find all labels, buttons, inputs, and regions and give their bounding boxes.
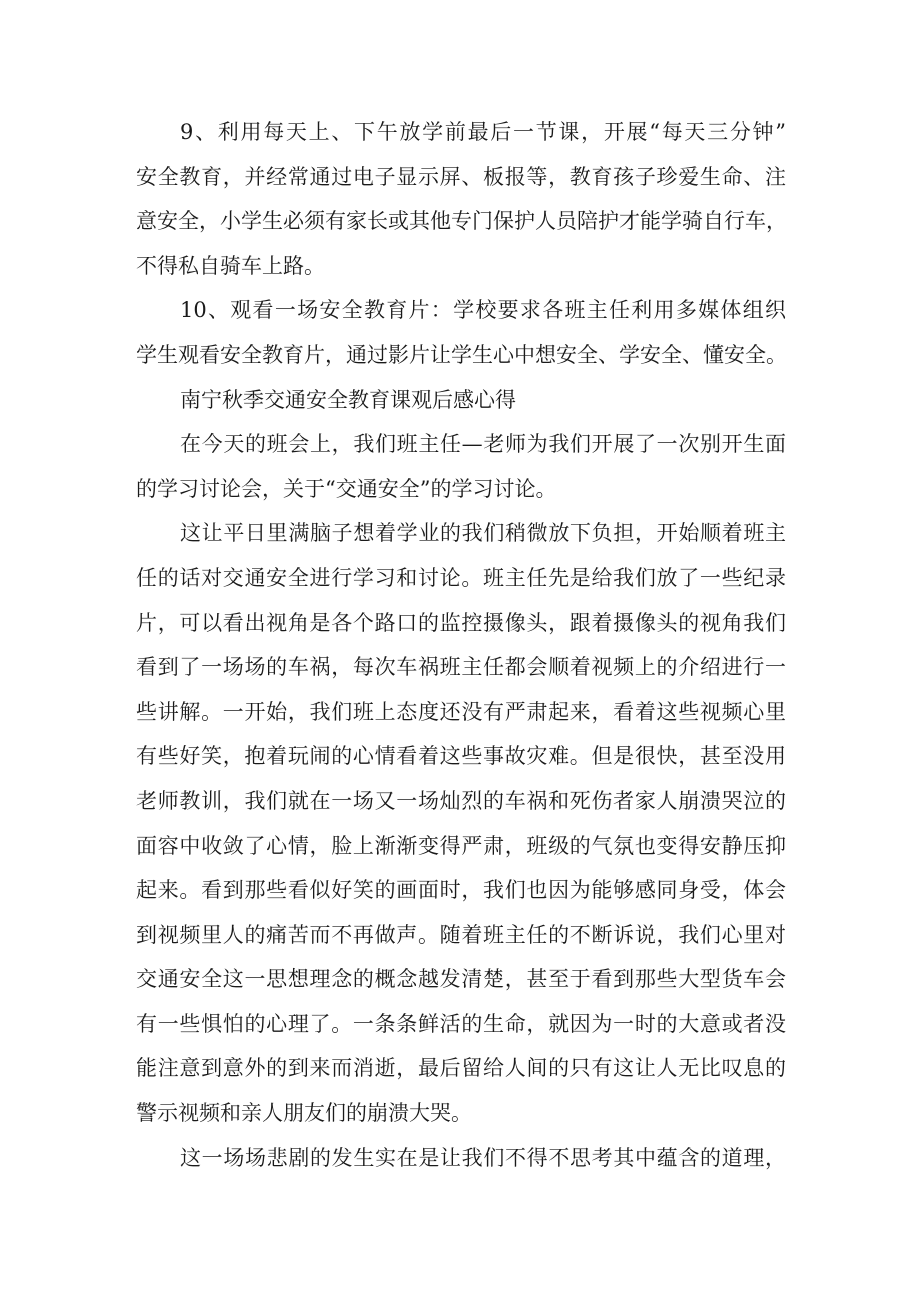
paragraph-line: 老师教训，我们就在一场又一场灿烈的车祸和死伤者家人崩溃哭泣的 — [136, 788, 786, 813]
paragraph-line: 些讲解。一开始，我们班上态度还没有严肃起来，看着这些视频心里 — [136, 699, 786, 724]
paragraph-line: 学生观看安全教育片，通过影片让学生心中想安全、学安全、懂安全。 — [136, 342, 787, 367]
paragraph-line: 起来。看到那些看似好笑的画面时，我们也因为能够感同身受，体会 — [136, 878, 786, 903]
section-title: 南宁秋季交通安全教育课观后感心得 — [180, 387, 516, 412]
section-heading — [136, 378, 786, 423]
paragraph-line: 10、观看一场安全教育片：学校要求各班主任利用多媒体组织 — [180, 298, 786, 323]
paragraph-line: 这一场场悲剧的发生实在是让我们不得不思考其中蕴含的道理， — [180, 1145, 786, 1170]
paragraph-class-meeting-intro — [136, 422, 786, 511]
paragraph-line: 有些好笑，抱着玩闹的心情看着这些事故灾难。但是很快，甚至没用 — [136, 744, 786, 769]
paragraph-line: 有一些惧怕的心理了。一条条鲜活的生命，就因为一时的大意或者没 — [136, 1011, 786, 1036]
paragraph-safety-education-item-9 — [136, 110, 786, 288]
paragraph-line: 能注意到意外的到来而消逝，最后留给人间的只有这让人无比叹息的 — [136, 1056, 786, 1081]
paragraph-line: 看到了一场场的车祸，每次车祸班主任都会顺着视频上的介绍进行一 — [136, 655, 786, 680]
paragraph-tragedy-reflection — [136, 1136, 786, 1181]
paragraph-line: 安全教育，并经常通过电子显示屏、板报等，教育孩子珍爱生命、注 — [136, 164, 786, 189]
paragraph-line: 这让平日里满脑子想着学业的我们稍微放下负担，开始顺着班主 — [180, 521, 786, 546]
paragraph-line: 面容中收敛了心情，脸上渐渐变得严肃，班级的气氛也变得安静压抑 — [136, 833, 786, 858]
paragraph-line: 任的话对交通安全进行学习和讨论。班主任先是给我们放了一些纪录 — [136, 565, 786, 590]
paragraph-line: 片，可以看出视角是各个路口的监控摄像头，跟着摄像头的视角我们 — [136, 610, 786, 635]
paragraph-safety-education-item-10 — [136, 288, 786, 377]
paragraph-line: 不得私自骑车上路。 — [136, 253, 325, 278]
paragraph-line: 警示视频和亲人朋友们的崩溃大哭。 — [136, 1101, 472, 1126]
paragraph-line: 在今天的班会上，我们班主任—老师为我们开展了一次别开生面 — [180, 432, 786, 457]
paragraph-line: 9、利用每天上、下午放学前最后一节课，开展“每天三分钟” — [180, 120, 786, 144]
paragraph-line: 的学习讨论会，关于“交通安全”的学习讨论。 — [136, 476, 557, 501]
paragraph-line: 意安全，小学生必须有家长或其他专门保护人员陪护才能学骑自行车， — [136, 209, 787, 234]
paragraph-line: 到视频里人的痛苦而不再做声。随着班主任的不断诉说，我们心里对 — [136, 922, 786, 947]
document-body — [136, 110, 786, 1180]
paragraph-video-reflection — [136, 511, 786, 1135]
paragraph-line: 交通安全这一思想理念的概念越发清楚，甚至于看到那些大型货车会 — [136, 967, 786, 992]
